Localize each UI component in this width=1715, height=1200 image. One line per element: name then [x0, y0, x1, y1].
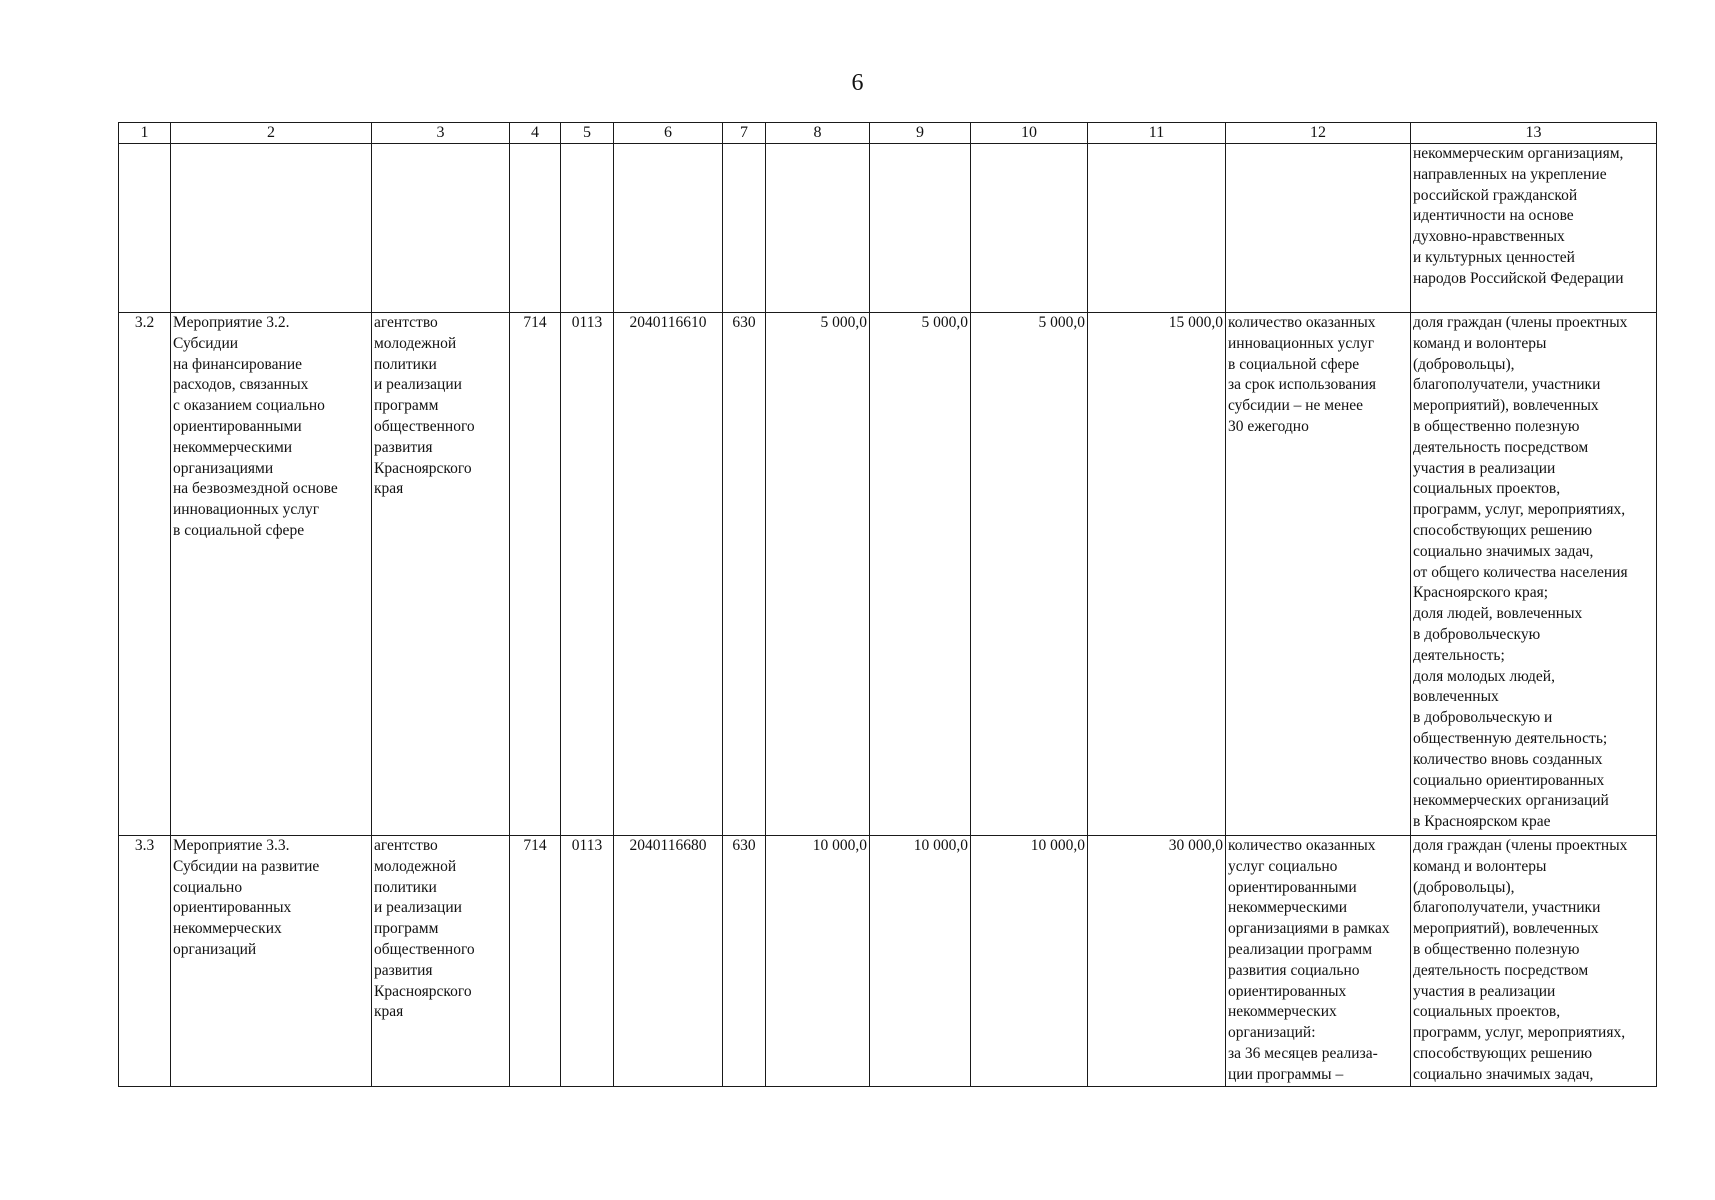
code-cell: 630 — [723, 313, 766, 836]
column-header-11: 11 — [1088, 123, 1226, 144]
empty-cell — [171, 144, 372, 313]
row-number-cell: 3.2 — [119, 313, 171, 836]
column-header-3: 3 — [372, 123, 510, 144]
amount-cell: 10 000,0 — [766, 836, 870, 1087]
indicator-cell: доля граждан (члены проектных команд и волонтеры (добровольцы), благополучатели, участники мероприятий), вовлеченных в общественно полезную деятельность посредством участия в реализации социальных проектов, программ, услуг, мероприятиях, способствующих решению социально значимых задач, — [1411, 836, 1657, 1087]
event-name-cell: Мероприятие 3.2. Субсидии на финансирование расходов, связанных с оказанием социально ориентированными некоммерческими организациями на безвозмездной основе инновационных услуг в социальной сфере — [171, 313, 372, 836]
program-measures-table — [118, 122, 1657, 1087]
code-cell: 0113 — [561, 313, 614, 836]
empty-cell — [372, 144, 510, 313]
event-name-cell: Мероприятие 3.3. Субсидии на развитие социально ориентированных некоммерческих организаций — [171, 836, 372, 1087]
empty-cell — [614, 144, 723, 313]
column-header-6: 6 — [614, 123, 723, 144]
column-header-1: 1 — [119, 123, 171, 144]
code-cell: 2040116680 — [614, 836, 723, 1087]
table-row — [119, 313, 1657, 836]
indicator-cell: некоммерческим организациям, направленных на укрепление российской гражданской идентичности на основе духовно-нравственных и культурных ценностей народов Российской Федерации — [1411, 144, 1657, 313]
amount-cell: 5 000,0 — [971, 313, 1088, 836]
amount-cell: 10 000,0 — [870, 836, 971, 1087]
column-number-row — [119, 123, 1657, 144]
executor-cell: агентство молодежной политики и реализации программ общественного развития Красноярского края — [372, 836, 510, 1087]
total-amount-cell: 15 000,0 — [1088, 313, 1226, 836]
column-header-5: 5 — [561, 123, 614, 144]
code-cell: 714 — [510, 313, 561, 836]
code-cell: 2040116610 — [614, 313, 723, 836]
column-header-10: 10 — [971, 123, 1088, 144]
indicator-cell: доля граждан (члены проектных команд и волонтеры (добровольцы), благополучатели, участники мероприятий), вовлеченных в общественно полезную деятельность посредством участия в реализации социальных проектов, программ, услуг, мероприятиях, способствующих решению социально значимых задач, от общего количества населения Красноярского края; доля людей, вовлеченных в добровольческую деятельность; доля молодых людей, вовлеченных в добровольческую и общественную деятельность; количество вновь созданных социально ориентированных некоммерческих организаций в Красноярском крае — [1411, 313, 1657, 836]
empty-cell — [723, 144, 766, 313]
total-amount-cell: 30 000,0 — [1088, 836, 1226, 1087]
code-cell: 630 — [723, 836, 766, 1087]
empty-cell — [870, 144, 971, 313]
result-cell: количество оказанных услуг социально ориентированными некоммерческими организациями в рамках реализации программ развития социально ориентированных некоммерческих организаций: за 36 месяцев реализа- ции программы – — [1226, 836, 1411, 1087]
column-header-9: 9 — [870, 123, 971, 144]
amount-cell: 10 000,0 — [971, 836, 1088, 1087]
empty-cell — [119, 144, 171, 313]
empty-cell — [971, 144, 1088, 313]
empty-cell — [510, 144, 561, 313]
table-row — [119, 836, 1657, 1087]
empty-cell — [1088, 144, 1226, 313]
result-cell: количество оказанных инновационных услуг в социальной сфере за срок использования субсидии – не менее 30 ежегодно — [1226, 313, 1411, 836]
table-row-continuation — [119, 144, 1657, 313]
column-header-8: 8 — [766, 123, 870, 144]
executor-cell: агентство молодежной политики и реализации программ общественного развития Красноярского края — [372, 313, 510, 836]
code-cell: 0113 — [561, 836, 614, 1087]
page-number: 6 — [851, 70, 864, 96]
column-header-12: 12 — [1226, 123, 1411, 144]
column-header-7: 7 — [723, 123, 766, 144]
code-cell: 714 — [510, 836, 561, 1087]
amount-cell: 5 000,0 — [870, 313, 971, 836]
row-number-cell: 3.3 — [119, 836, 171, 1087]
empty-cell — [561, 144, 614, 313]
empty-cell — [1226, 144, 1411, 313]
empty-cell — [766, 144, 870, 313]
column-header-2: 2 — [171, 123, 372, 144]
column-header-13: 13 — [1411, 123, 1657, 144]
amount-cell: 5 000,0 — [766, 313, 870, 836]
column-header-4: 4 — [510, 123, 561, 144]
